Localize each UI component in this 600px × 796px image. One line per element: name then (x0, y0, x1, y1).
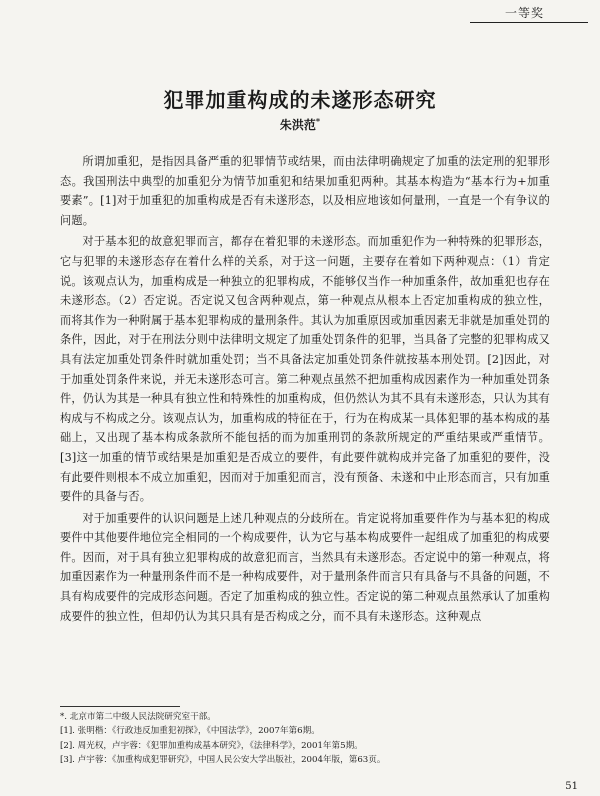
award-label: 一等奖 (505, 6, 545, 20)
footnotes (60, 710, 550, 768)
footnote-3: [3]. 卢宇蓉：《加重构成犯罪研究》，中国人民公安大学出版社，2004年版，第63页。 (60, 755, 386, 766)
paragraph-2: 对于基本犯的故意犯罪而言，都存在着犯罪的未遂形态。而加重犯作为一种特殊的犯罪形态，它与犯罪的未遂形态存在着什么样的关系，对于这一问题，主要存在着如下两种观点：（1）肯定说。该观点认为，加重构成是一种独立的犯罪构成，不能够仅当作一种加重条件，故加重犯也存在未遂形态。（2）否定说。否定说又包含两种观点，第一种观点从根本上否定加重构成的独立性，而将其作为一种附属于基本犯罪构成的量刑条件。其认为加重原因或加重因素无非就是加重处罚的条件，因此，对于在刑法分则中法律明文规定了加重处罚条件的犯罪，当具备了完整的犯罪构成又具有法定加重处罚条件时就加重处罚；当不具备法定加重处罚条件就按基本刑处罚。[2]因此，对于加重处罚条件来说，并无未遂形态可言。第二种观点虽然不把加重构成因素作为一种加重处罚条件，仍认为其是一种具有独立性和特殊性的加重构成，但仍然认为其不具有未遂形态，只认为其有构成与不构成之分。该观点认为，加重构成的特征在于，行为在构成某一具体犯罪的基本构成的基础上，又出现了基本构成条款所不能包括的而为加重刑罚的条款所规定的严重结果或严重情节。[3]这一加重的情节或结果是加重犯是否成立的要件，有此要件就构成并完备了加重犯的要件，没有此要件则根本不成立加重犯，因而对于加重犯而言，没有预备、未遂和中止形态而言，只有加重要件的具备与否。 (60, 235, 550, 504)
footnote-rule (60, 706, 180, 707)
page-number: 51 (565, 781, 578, 792)
author-footnote-mark: * (315, 116, 321, 126)
header-rule (470, 22, 588, 23)
article-body (60, 152, 550, 628)
footnote-2: [2]. 周光权，卢宇蓉：《犯罪加重构成基本研究》，《法律科学》，2001年第5期。 (60, 740, 363, 751)
author-line (0, 116, 600, 133)
paragraph-1: 所谓加重犯，是指因具备严重的犯罪情节或结果，而由法律明确规定了加重的法定刑的犯罪形态。我国刑法中典型的加重犯分为情节加重犯和结果加重犯两种。其基本构造为“基本行为+加重要素”。[1]对于加重犯的加重构成是否有未遂形态，以及相应地该如何量刑，一直是一个有争议的问题。 (60, 155, 550, 227)
footnote-author: *. 北京市第二中级人民法院研究室干部。 (60, 712, 216, 722)
footnote-1: [1]. 张明楷：《行政违反加重犯初探》，《中国法学》，2007年第6期。 (60, 726, 320, 737)
article-title: 犯罪加重构成的未遂形态研究 (163, 88, 437, 112)
author-name: 朱洪范 (279, 118, 316, 132)
paragraph-3: 对于加重要件的认识问题是上述几种观点的分歧所在。肯定说将加重要件作为与基本犯的构成要件中其他要件地位完全相同的一个构成要件，认为它与基本构成要件一起组成了加重犯的构成要件。因而，对于具有独立犯罪构成的故意犯而言，当然具有未遂形态。否定说中的第一种观点，将加重因素作为一种量刑条件而不是一种构成要件，对于量刑条件而言只有具备与不具备的问题，不具有构成要件的完成形态问题。否定了加重构成的独立性。否定说的第二种观点虽然承认了加重构成要件的独立性，但却仍认为其只具有是否构成之分，而不具有未遂形态。这种观点 (60, 511, 550, 623)
